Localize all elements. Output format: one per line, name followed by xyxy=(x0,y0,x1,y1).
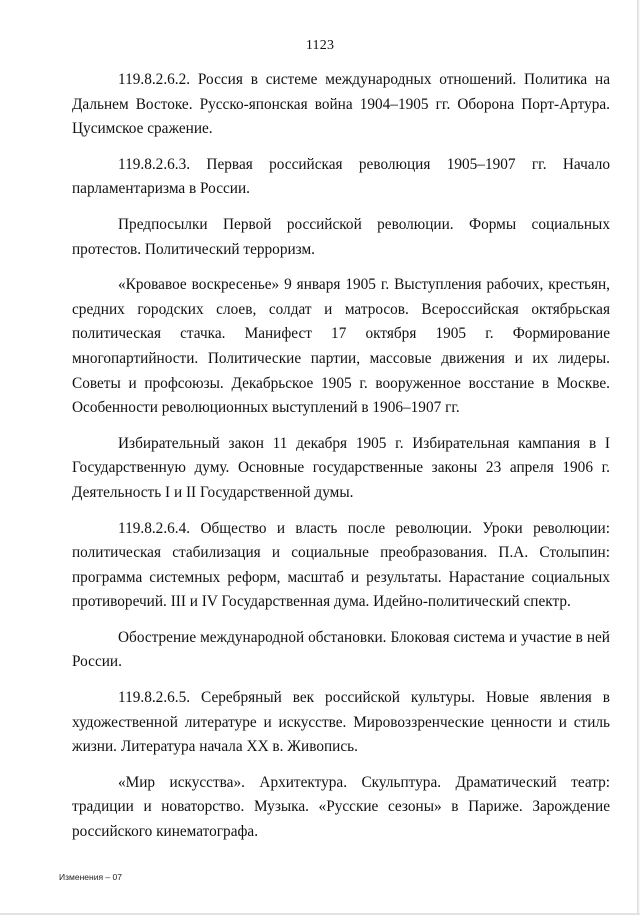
paragraph-society-and-power: 119.8.2.6.4. Общество и власть после революции. Уроки революции: политическая стабилизация и социальные преобразования. П.А. Столыпин: программа системных реформ, масштаб и результаты. Нарастание социальных противоречий. III и IV Государственная дума. Идейно-политический спектр. xyxy=(72,519,610,611)
footer-revision-note: Изменения – 07 xyxy=(59,872,122,882)
document-body xyxy=(72,68,610,856)
page-number: 1123 xyxy=(305,38,335,53)
paragraph-international-situation: Обострение международной обстановки. Блоковая система и участие в ней России. xyxy=(72,628,610,671)
paragraph-bloody-sunday: «Кровавое воскресенье» 9 января 1905 г. Выступления рабочих, крестьян, средних городских слоев, солдат и матросов. Всероссийская октябрьская политическая стачка. Манифест 17 октября 1905 г. Формирование многопартийности. Политические партии, массовые движения и их лидеры. Советы и профсоюзы. Декабрьское 1905 г. вооруженное восстание в Москве. Особенности революционных выступлений в 1906–1907 гг. xyxy=(72,276,610,417)
paragraph-first-russian-revolution: 119.8.2.6.3. Первая российская революция 1905–1907 гг. Начало парламентаризма в России. xyxy=(72,155,610,198)
paragraph-world-of-art: «Мир искусства». Архитектура. Скульптура. Драматический театр: традиции и новаторство. Музыка. «Русские сезоны» в Париже. Зарождение российского кинематографа. xyxy=(72,773,610,841)
paragraph-revolution-preconditions: Предпосылки Первой российской революции. Формы социальных протестов. Политический терроризм. xyxy=(72,215,610,258)
paragraph-russia-international-relations: 119.8.2.6.2. Россия в системе международных отношений. Политика на Дальнем Востоке. Русско-японская война 1904–1905 гг. Оборона Порт-Артура. Цусимское сражение. xyxy=(72,71,610,138)
paragraph-silver-age: 119.8.2.6.5. Серебряный век российской культуры. Новые явления в художественной литературе и искусстве. Мировоззренческие ценности и стиль жизни. Литература начала XX в. Живопись. xyxy=(72,689,610,756)
paragraph-electoral-law: Избирательный закон 11 декабря 1905 г. Избирательная кампания в I Государственную думу. Основные государственные законы 23 апреля 1906 г. Деятельность I и II Государственной думы. xyxy=(72,434,610,501)
